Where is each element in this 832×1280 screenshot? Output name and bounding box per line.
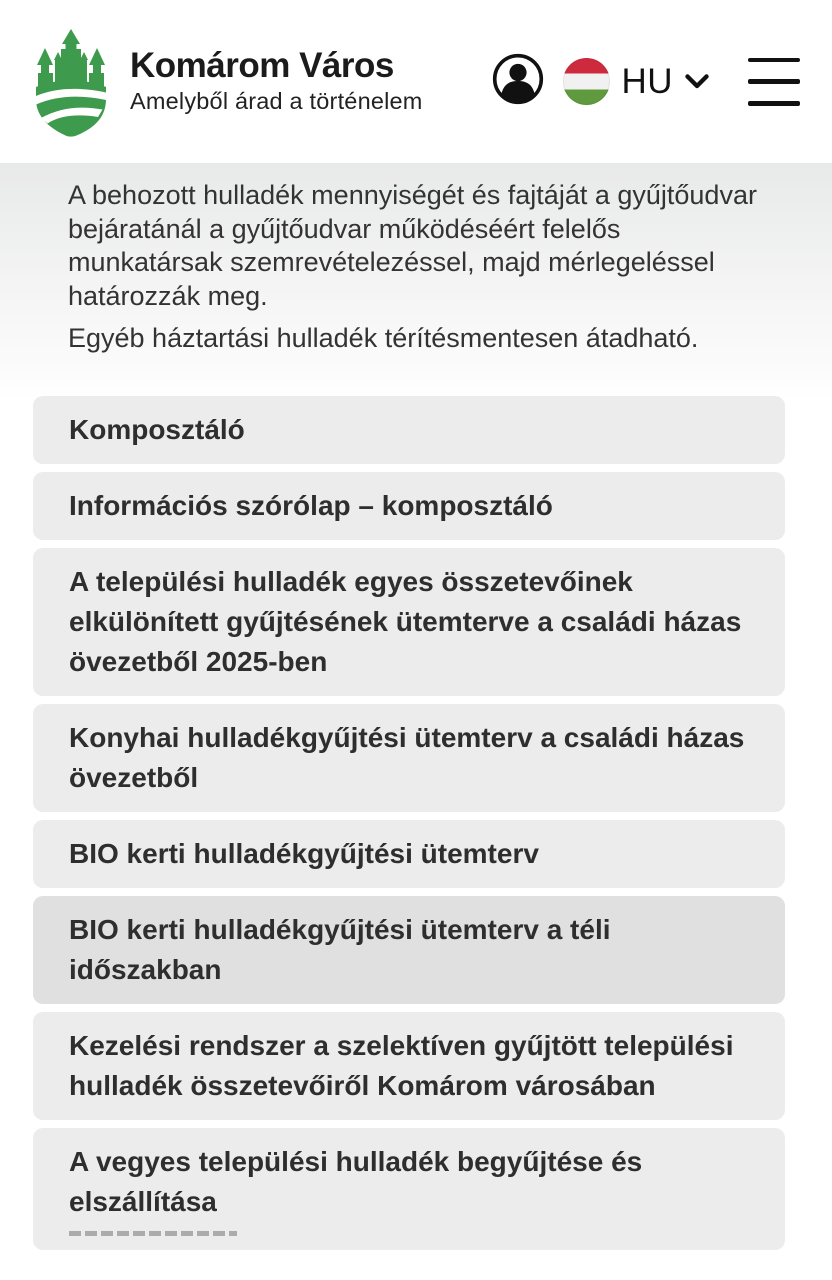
accordion-item[interactable] [33, 548, 785, 696]
accordion-item-label: Kezelési rendszer a szelektíven gyűjtött települési hulladék összetevőiről Komárom városában [69, 1029, 734, 1101]
intro-paragraph: A behozott hulladék mennyiségét és fajtáját a gyűjtőudvar bejáratánál a gyűjtőudvar működéséért felelős munkatársak szemrevételezéssel, majd mérlegeléssel határozzák meg. [68, 180, 757, 311]
accordion-item-label: Konyhai hulladékgyűjtési ütemterv a családi házas övezetből [69, 721, 745, 793]
accordion-item[interactable] [33, 1128, 785, 1250]
hamburger-line [748, 58, 800, 63]
language-selector[interactable] [563, 58, 710, 105]
hamburger-menu-button[interactable] [748, 58, 800, 106]
accordion-item-label: Komposztáló [69, 413, 245, 445]
accordion-item[interactable] [33, 820, 785, 888]
clipped-next-line-fragment [69, 1231, 237, 1236]
page-content [0, 163, 832, 1280]
hamburger-line [748, 79, 800, 84]
language-code-label: HU [621, 61, 673, 101]
accordion-item-label: BIO kerti hulladékgyűjtési ütemterv a téli időszakban [69, 913, 611, 985]
chevron-down-icon [684, 73, 710, 90]
hamburger-line [748, 101, 800, 106]
user-account-button[interactable] [491, 55, 545, 109]
site-title: Komárom Város [130, 45, 394, 85]
accordion-item[interactable] [33, 704, 785, 812]
accordion-item[interactable] [33, 472, 785, 540]
accordion-item[interactable] [33, 896, 785, 1004]
accordion-item-label: BIO kerti hulladékgyűjtési ütemterv [69, 837, 539, 869]
hungarian-flag-icon [563, 58, 610, 105]
header-actions [491, 55, 800, 109]
accordion-item-label: A vegyes települési hulladék begyűjtése és elszállítása [69, 1145, 643, 1217]
home-logo-link[interactable] [32, 27, 423, 137]
accordion-item-label: A települési hulladék egyes összetevőinek elkülönített gyűjtésének ütemterve a családi házas övezetből 2025-ben [69, 565, 742, 677]
site-tagline: Amelyből árad a történelem [130, 88, 423, 115]
accordion-item[interactable] [33, 396, 785, 464]
intro-text-block [0, 163, 832, 356]
accordion-list [33, 396, 785, 1250]
accordion-item[interactable] [33, 1012, 785, 1120]
city-castle-logo-icon [32, 27, 110, 137]
site-header [0, 0, 832, 163]
brand-text [130, 45, 423, 116]
user-profile-icon [491, 52, 545, 111]
intro-paragraph: Egyéb háztartási hulladék térítésmentesen átadható. [68, 323, 699, 353]
accordion-item-label: Információs szórólap – komposztáló [69, 489, 553, 521]
